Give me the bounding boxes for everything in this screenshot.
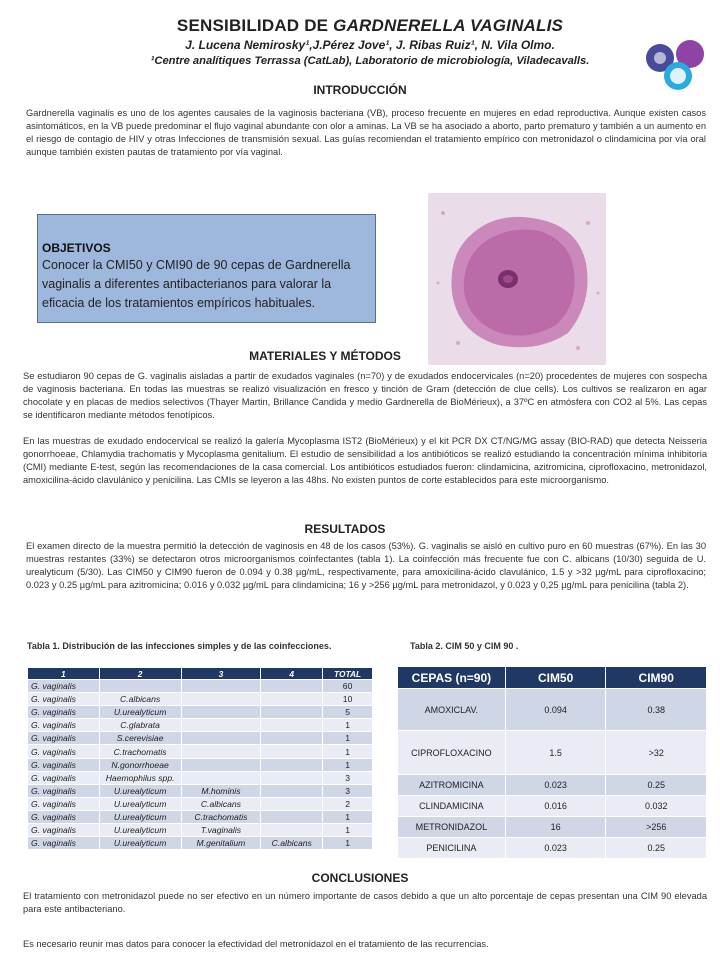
table1-row	[28, 797, 373, 810]
objectives-box	[37, 214, 376, 323]
table1-cell: 1	[323, 810, 373, 823]
table1-cell: C.trachomatis	[181, 810, 261, 823]
table1-row	[28, 837, 373, 850]
methods-p2: En las muestras de exudado endocervical se realizó la galería Mycoplasma IST2 (BioMérieux) y el kit PCR DX CT/NG/MG assay (BIO-RAD) que detecta Neisseria gonorrhoeae, Chlamydia trachomatis y Mycoplasma genitalium. El estudio de sensibilidad a los antibióticos se realizó estudiando la concentración mínima inhibitoria (CMI) mediante E-test, según las recomendaciones de la casa comercial. Los antibióticos estudiados fueron: clindamicina, azitromicina, ciprofloxacino, metronidazol, amoxicilina-ácido clavulánico y penicilina. Las CMIs se leyeron a las 48hs. No existen puntos de corte establecidos para este microorganismo.	[23, 436, 707, 485]
methods-p1: Se estudiaron 90 cepas de G. vaginalis aisladas a partir de exudados vaginales (n=70) y de exudados endocervicales (n=20) procedentes de mujeres con sospecha de vaginosis bacteriana. En todas las muestras se realizó visualización en fresco y tinción de Gram (detección de clue cells). Los cultivos se realizaron en agar chocolate y en placas de medios selectivos (Thayer Martin, Brillance Candida y medio Gardnerella de BioMérieux), a 37ºC en atmósfera con CO2 al 5%. Las cepas se identificaron mediante métodos fenotípicos.	[23, 371, 707, 420]
table1-cell: C.albicans	[181, 797, 261, 810]
conclusions-p1: El tratamiento con metronidazol puede no ser efectivo en un número importante de casos debido a que un alto porcentaje de cepas presentan una CIM 90 elevada para este antibacteriano.	[23, 891, 707, 914]
table2-cell: 16	[505, 817, 606, 838]
table1-cell: 1	[323, 719, 373, 732]
table1-cell	[261, 824, 323, 837]
table1-cell	[181, 745, 261, 758]
table1-cell: 60	[323, 680, 373, 693]
table1-cell	[181, 732, 261, 745]
table1-cell: G. vaginalis	[28, 745, 100, 758]
table1-cell: C.albicans	[99, 693, 181, 706]
table1-cell: G. vaginalis	[28, 837, 100, 850]
table2-cell: 1.5	[505, 731, 606, 775]
table1-cell	[261, 693, 323, 706]
table1-row	[28, 719, 373, 732]
table1-cell: G. vaginalis	[28, 680, 100, 693]
table2-row	[398, 796, 707, 817]
table1-cell: U.urealyticum	[99, 706, 181, 719]
objectives-heading: OBJETIVOS	[42, 241, 111, 255]
table1-cell	[99, 680, 181, 693]
table1-cell	[261, 784, 323, 797]
table1-cell: 1	[323, 824, 373, 837]
table1-cell: 1	[323, 745, 373, 758]
table1-cell: 3	[323, 784, 373, 797]
table1-header-cell: 2	[99, 668, 181, 680]
table1-row	[28, 745, 373, 758]
table1-row	[28, 706, 373, 719]
table1-cell	[261, 810, 323, 823]
table1-header-row	[28, 668, 373, 680]
table1-cell: 10	[323, 693, 373, 706]
table2-cell: AMOXICLAV.	[398, 689, 506, 731]
table2-header-cell: CIM90	[606, 667, 707, 689]
table2-cell: 0.016	[505, 796, 606, 817]
table1-cell: U.urealyticum	[99, 837, 181, 850]
table1-cell: G. vaginalis	[28, 797, 100, 810]
table1-row	[28, 732, 373, 745]
table1-cell: M.genitalium	[181, 837, 261, 850]
table1-cell: N.gonorrhoeae	[99, 758, 181, 771]
table1-cell: M.hominis	[181, 784, 261, 797]
table1-cell	[261, 680, 323, 693]
table2-header-cell: CEPAS (n=90)	[398, 667, 506, 689]
table1-cell: G. vaginalis	[28, 719, 100, 732]
table2-cell: 0.023	[505, 838, 606, 859]
table2	[397, 666, 707, 859]
catlab-logo	[640, 36, 712, 92]
table2-cell: 0.032	[606, 796, 707, 817]
table1-cell: G. vaginalis	[28, 784, 100, 797]
table1-cell: U.urealyticum	[99, 784, 181, 797]
table2-row	[398, 775, 707, 796]
objectives-text: Conocer la CMI50 y CMI90 de 90 cepas de Gardnerella vaginalis a diferentes antibacterianos para valorar la eficacia de los tratamientos empíricos habituales.	[42, 258, 351, 310]
table1-row	[28, 693, 373, 706]
table1-row	[28, 771, 373, 784]
table1-cell: 5	[323, 706, 373, 719]
table1-cell	[181, 771, 261, 784]
table2-cell: 0.023	[505, 775, 606, 796]
table1-row	[28, 680, 373, 693]
table2-cell: 0.38	[606, 689, 707, 731]
table1-cell: G. vaginalis	[28, 693, 100, 706]
table2-cell: AZITROMICINA	[398, 775, 506, 796]
table2-row	[398, 838, 707, 859]
table2-row	[398, 731, 707, 775]
micrograph-image	[428, 193, 606, 365]
table1-cell: G. vaginalis	[28, 706, 100, 719]
table1-cell: 1	[323, 837, 373, 850]
table2-cell: >32	[606, 731, 707, 775]
table1-cell	[261, 771, 323, 784]
table1-cell	[261, 758, 323, 771]
table1-header-cell: TOTAL	[323, 668, 373, 680]
table2-cell: METRONIDAZOL	[398, 817, 506, 838]
table1-cell: G. vaginalis	[28, 824, 100, 837]
table2-row	[398, 817, 707, 838]
table1-cell: T.vaginalis	[181, 824, 261, 837]
table1-cell	[181, 719, 261, 732]
table1-cell: U.urealyticum	[99, 824, 181, 837]
table1-cell	[181, 758, 261, 771]
results-heading: RESULTADOS	[304, 522, 386, 536]
table2-caption: Tabla 2. CIM 50 y CIM 90 .	[410, 641, 519, 651]
table1-header-cell: 4	[261, 668, 323, 680]
table1-cell	[181, 706, 261, 719]
table2-cell: CIPROFLOXACINO	[398, 731, 506, 775]
table1-row	[28, 824, 373, 837]
table1-row	[28, 758, 373, 771]
authors: J. Lucena Nemirosky¹,J.Pérez Jove¹, J. Ribas Ruiz¹, N. Vila Olmo.	[185, 38, 555, 52]
table1-cell	[261, 797, 323, 810]
methods-heading: MATERIALES Y MÉTODOS	[249, 349, 401, 363]
results-text: El examen directo de la muestra permitió la detección de vaginosis en 48 de los casos (53%). G. vaginalis se aisló en cultivo puro en 60 muestras (67%). En las 30 muestras restantes (33%) se detectaron otros microorganismos coinfectantes (tabla 1). La coinfección más frecuente fue con C. albicans (10/30) seguida de U. urealyticum (5/30). Las CIM50 y CIM90 fueron de 0.094 y 0.38 µg/mL, respectivamente, para amoxicilina-ácido clavulánico, 1.5 y >32 µg/mL para ciprofloxacino; 0.023 y 0.25 µg/mL para azitromicina; 0.016 y 0.032 µg/mL para clindamicina; 16 y >256 µg/mL para metronidazol, y 0.023 y 0,25 µg/mL para penicilina (tabla 2).	[26, 541, 706, 590]
table1-caption: Tabla 1. Distribución de las infecciones simples y de las coinfecciones.	[27, 641, 332, 651]
table1-cell	[181, 693, 261, 706]
conclusions-p2: Es necesario reunir mas datos para conocer la efectividad del metronidazol en el tratamiento de las recurrencias.	[23, 939, 489, 949]
table1-cell: U.urealyticum	[99, 797, 181, 810]
conclusions-heading: CONCLUSIONES	[311, 871, 409, 885]
intro-heading: INTRODUCCIÓN	[313, 83, 407, 97]
table1-cell: 1	[323, 732, 373, 745]
table1-cell: C.glabrata	[99, 719, 181, 732]
table1	[27, 667, 373, 850]
table2-row	[398, 689, 707, 731]
table1-cell: 1	[323, 758, 373, 771]
table1-cell	[261, 745, 323, 758]
affiliation: ¹Centre analítiques Terrassa (CatLab), Laboratorio de microbiología, Viladecavalls.	[150, 55, 590, 67]
title-organism: GARDNERELLA VAGINALIS	[333, 16, 564, 35]
table1-cell: S.cerevisiae	[99, 732, 181, 745]
table1-row	[28, 810, 373, 823]
table1-cell: Haemophilus spp.	[99, 771, 181, 784]
table1-cell	[261, 706, 323, 719]
table1-cell: 3	[323, 771, 373, 784]
table1-row	[28, 784, 373, 797]
table2-cell: >256	[606, 817, 707, 838]
poster-title	[120, 16, 620, 36]
table1-cell: G. vaginalis	[28, 732, 100, 745]
table2-cell: 0.25	[606, 838, 707, 859]
table1-cell: C.trachomatis	[99, 745, 181, 758]
table2-cell: 0.25	[606, 775, 707, 796]
table1-cell	[181, 680, 261, 693]
table1-cell: G. vaginalis	[28, 810, 100, 823]
table1-cell: 2	[323, 797, 373, 810]
table2-header-cell: CIM50	[505, 667, 606, 689]
intro-text: Gardnerella vaginalis es uno de los agentes causales de la vaginosis bacteriana (VB), proceso frecuente en mujeres en edad reproductiva. Aunque existen casos asintomáticos, en la VB puede predominar el flujo vaginal abundante con olor a aminas. La VB se ha asociado a aborto, parto prematuro y también a un aumento en el riesgo de contagio de HIV y otras Infecciones de transmisión sexual. Las guías recomiendan el tratamiento empírico con metronidazol o clindamicina por vía oral aunque también existen pautas de tratamiento por vía vaginal.	[26, 108, 706, 157]
table1-cell	[261, 719, 323, 732]
table1-header-cell: 1	[28, 668, 100, 680]
table1-cell: G. vaginalis	[28, 771, 100, 784]
table1-cell: C.albicans	[261, 837, 323, 850]
table2-cell: PENICILINA	[398, 838, 506, 859]
table2-cell: CLINDAMICINA	[398, 796, 506, 817]
table1-header-cell: 3	[181, 668, 261, 680]
title-prefix: SENSIBILIDAD DE	[176, 16, 334, 35]
table1-cell: G. vaginalis	[28, 758, 100, 771]
table1-cell: U.urealyticum	[99, 810, 181, 823]
table2-cell: 0.094	[505, 689, 606, 731]
table1-cell	[261, 732, 323, 745]
table2-header-row	[398, 667, 707, 689]
